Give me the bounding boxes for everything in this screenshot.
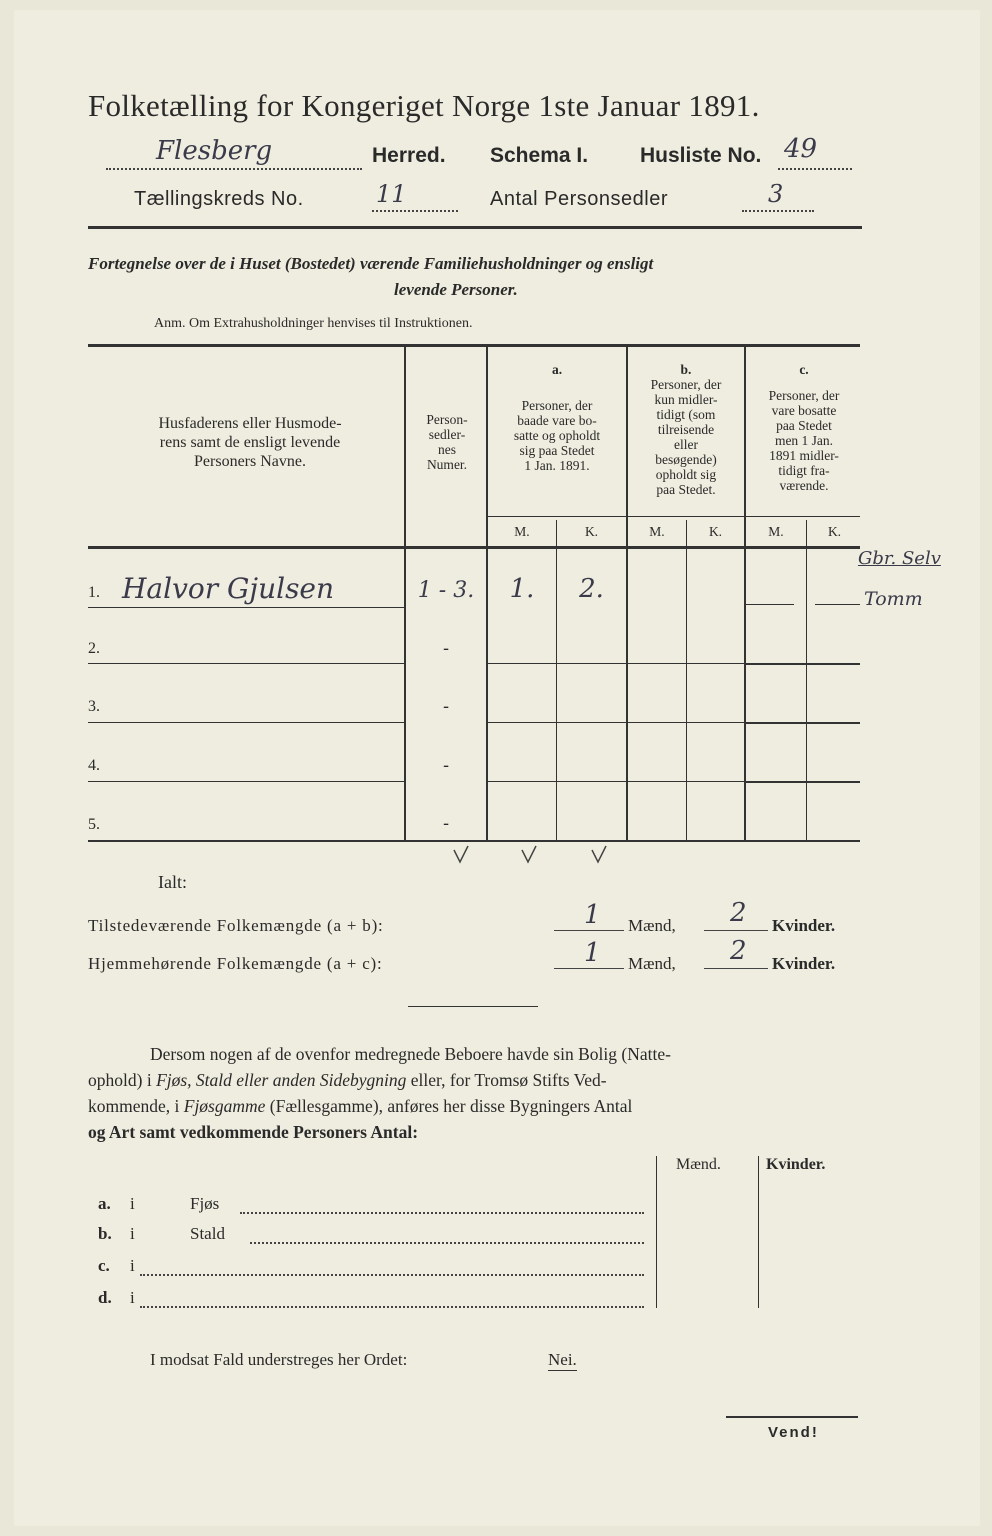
row-1-c-k-dash — [815, 604, 860, 605]
row-5-sedler: - — [442, 813, 450, 834]
bld-maend-head: Mænd. — [676, 1156, 721, 1173]
bld-row-b-letter: b. — [98, 1224, 112, 1243]
row-2-rule-c — [746, 663, 860, 665]
bld-divider-1 — [656, 1156, 657, 1308]
totals-separator — [408, 1006, 538, 1007]
bld-row-d-prep: i — [130, 1288, 135, 1307]
row-1-a-m: 1. — [509, 574, 535, 604]
intro-line-2: levende Personer. — [394, 280, 518, 299]
c-m-head: M. — [768, 524, 784, 539]
tilstede-maend-label: Mænd, — [628, 916, 676, 935]
col-divider-a-mk — [556, 520, 557, 840]
tilstede-label: Tilstedeværende Folkemængde (a + b): — [88, 916, 384, 935]
para-line-1: Dersom nogen af de ovenfor medregnede Beboere havde sin Bolig (Natte- — [150, 1044, 671, 1064]
row-2-sedler: - — [442, 638, 450, 659]
row-4-num: 4. — [88, 757, 100, 774]
row-1-a-k: 2. — [579, 574, 604, 604]
col-num-head: Person- sedler- nes Numer. — [426, 412, 468, 472]
husliste-field — [778, 134, 852, 170]
tilstede-maend-value: 1 — [584, 900, 601, 930]
taellingskreds-field — [372, 180, 458, 212]
row-3-rule — [88, 722, 404, 723]
personsedler-label: Antal Personsedler — [490, 188, 668, 210]
husliste-value: 49 — [784, 134, 818, 164]
para-line-2: ophold) i Fjøs, Stald eller anden Sidebygning eller, for Tromsø Stifts Ved- — [88, 1070, 607, 1090]
bld-row-b-prep: i — [130, 1224, 135, 1243]
hjemme-maend-value: 1 — [584, 938, 601, 968]
vend-rule — [726, 1416, 858, 1418]
hjemme-kvinder-field — [704, 936, 768, 969]
row-4-rule — [88, 781, 404, 782]
bld-row-a-letter: a. — [98, 1194, 111, 1213]
bld-row-d-dots — [140, 1292, 644, 1308]
margin-note-1: Gbr. Selv — [858, 548, 941, 569]
row-3-num: 3. — [88, 698, 100, 715]
row-4-rule-ab — [488, 781, 744, 782]
hjemme-maend-field — [554, 938, 624, 969]
row-1-c-m-dash — [746, 604, 794, 605]
col-b-letter: b. — [680, 362, 692, 377]
bld-row-a-prep: i — [130, 1194, 135, 1213]
bld-row-b-name: Stald — [190, 1224, 225, 1243]
b-m-head: M. — [649, 524, 665, 539]
row-2-num: 2. — [88, 640, 100, 657]
hjemme-kvinder-value: 2 — [730, 936, 747, 966]
col-divider-c-mk — [806, 520, 807, 840]
b-k-head: K. — [708, 524, 723, 539]
col-name-head: Husfaderens eller Husmode- rens samt de ensligt levende Personers Navne. — [158, 415, 342, 470]
tilstede-kvinder-field — [704, 898, 768, 931]
bld-row-c-letter: c. — [98, 1256, 110, 1275]
personsedler-value: 3 — [768, 180, 784, 208]
margin-note-2: Tomm — [864, 588, 923, 610]
personsedler-field — [742, 180, 814, 212]
herred-field — [106, 136, 362, 170]
row-3-rule-ab — [488, 722, 744, 723]
hjemme-maend-label: Mænd, — [628, 954, 676, 973]
c-k-head: K. — [827, 524, 842, 539]
row-4-rule-c — [746, 781, 860, 783]
nei-word: Nei. — [548, 1350, 577, 1369]
row-5-num: 5. — [88, 816, 100, 833]
modsat-label: I modsat Fald understreges her Ordet: — [150, 1350, 408, 1369]
hjemme-kvinder-label: Kvinder. — [772, 954, 836, 973]
row-1-num: 1. — [88, 584, 100, 601]
husliste-label: Husliste No. — [640, 144, 762, 167]
page-title: Folketælling for Kongeriget Norge 1ste Januar 1891. — [88, 88, 760, 123]
row-1-name: Halvor Gjulsen — [122, 572, 335, 605]
bld-kvinder-head: Kvinder. — [766, 1156, 826, 1173]
row-4-sedler: - — [442, 755, 450, 776]
taellingskreds-value: 11 — [376, 180, 407, 208]
bld-row-a-dots — [240, 1198, 644, 1214]
tilstede-kvinder-value: 2 — [730, 898, 747, 928]
bld-row-c-prep: i — [130, 1256, 135, 1275]
a-k-head: K. — [584, 524, 599, 539]
row-3-sedler: - — [442, 696, 450, 717]
col-a-head: Personer, der baade vare bo- satte og opholdt sig paa Stedet 1 Jan. 1891. — [513, 398, 601, 473]
bld-divider-2 — [758, 1156, 759, 1308]
row-1-rule — [88, 607, 404, 608]
row-1-sedler: 1 - 3. — [417, 578, 475, 603]
schema-label: Schema I. — [490, 144, 589, 167]
herred-label: Herred. — [372, 144, 446, 167]
para-line-4: og Art samt vedkommende Personers Antal: — [88, 1122, 419, 1142]
tilstede-maend-field — [554, 900, 624, 931]
col-b-head: Personer, der kun midler- tidigt (som tilreisende eller besøgende) opholdt sig paa Stedet. — [650, 377, 722, 497]
row-3-rule-c — [746, 722, 860, 724]
a-m-head: M. — [514, 524, 530, 539]
bld-row-a-name: Fjøs — [190, 1194, 220, 1213]
intro-line-1: Fortegnelse over de i Huset (Bostedet) værende Familiehusholdninger og ensligt — [88, 254, 654, 273]
taellingskreds-label: Tællingskreds No. — [134, 188, 304, 210]
col-c-head: Personer, der vare bosatte paa Stedet men 1 Jan. 1891 midler- tidigt fra- værende. — [768, 388, 840, 493]
col-a-letter: a. — [551, 362, 563, 377]
bld-row-c-dots — [140, 1260, 644, 1276]
vend-label: Vend! — [768, 1424, 819, 1441]
para-line-3: kommende, i Fjøsgamme (Fællesgamme), anføres her disse Bygningers Antal — [88, 1096, 633, 1116]
herred-value: Flesberg — [156, 136, 273, 166]
bld-row-b-dots — [250, 1228, 644, 1244]
col-c-letter: c. — [799, 362, 809, 377]
tilstede-kvinder-label: Kvinder. — [772, 916, 836, 935]
check-marks — [448, 842, 618, 868]
col-divider-b-mk — [686, 520, 687, 840]
hjemme-label: Hjemmehørende Folkemængde (a + c): — [88, 954, 383, 973]
anm-note: Anm. Om Extrahusholdninger henvises til Instruktionen. — [154, 316, 473, 331]
mk-subheader-rule — [488, 516, 860, 517]
bld-row-d-letter: d. — [98, 1288, 112, 1307]
row-2-rule-ab — [488, 663, 744, 664]
row-2-rule — [88, 663, 404, 664]
ialt-label: Ialt: — [158, 872, 187, 892]
header-divider — [88, 226, 862, 229]
